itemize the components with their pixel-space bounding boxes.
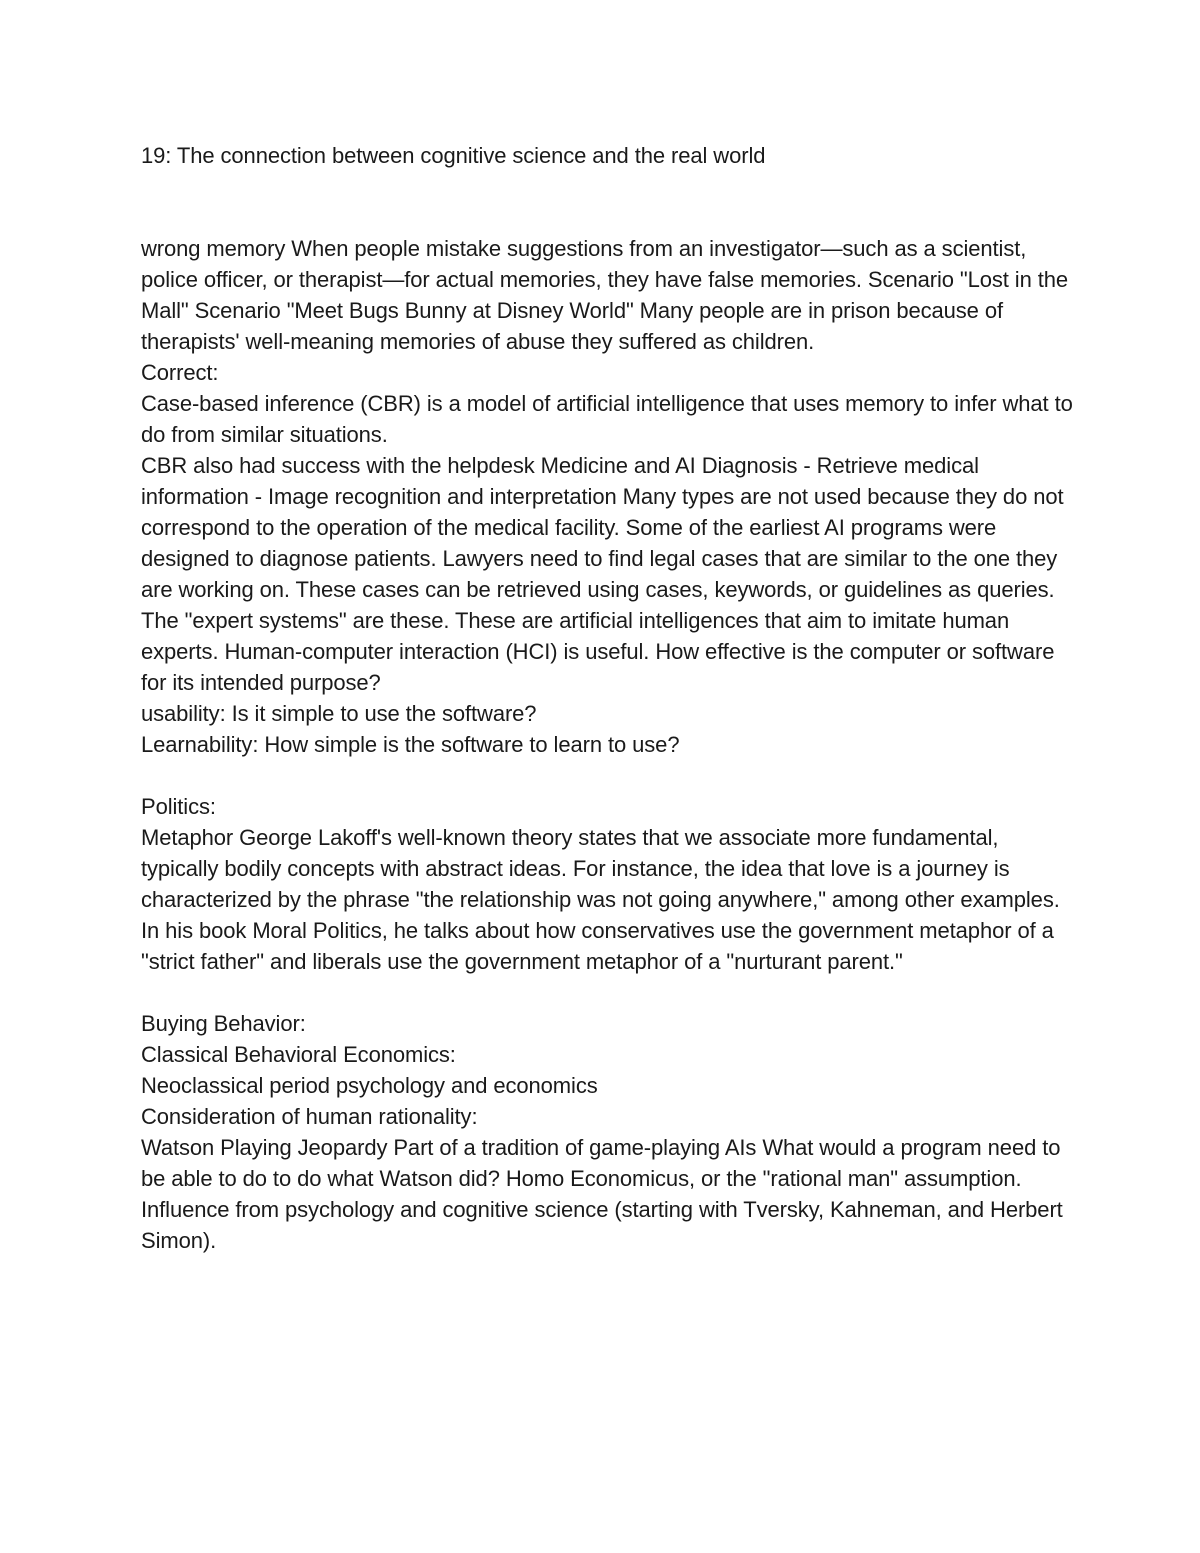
line-classical-behavioral-economics: Classical Behavioral Economics: [141,1042,456,1067]
line-human-rationality: Consideration of human rationality: [141,1104,478,1129]
document-title: 19: The connection between cognitive science and the real world [141,143,766,168]
paragraph-spacer [141,977,1081,1008]
document-body [141,140,1081,1256]
heading-buying-behavior: Buying Behavior: [141,1011,306,1036]
paragraph-spacer [141,760,1081,791]
paragraph-cbr-applications: CBR also had success with the helpdesk Medicine and AI Diagnosis - Retrieve medical information - Image recognition and interpretation Many types are not used because they do not correspond to the operation of the medical facility. Some of the earliest AI programs were designed to diagnose patients. Lawyers need to find legal cases that are similar to the one they are working on. These cases can be retrieved using cases, keywords, or guidelines as queries. The "expert systems" are these. These are artificial intelligences that aim to imitate human experts. Human-computer interaction (HCI) is useful. How effective is the computer or software for its intended purpose? [141,453,1070,695]
section-memory [141,233,1081,760]
paragraph-moral-politics: In his book Moral Politics, he talks about how conservatives use the government metaphor of a "strict father" and liberals use the government metaphor of a "nurturant parent." [141,918,1060,974]
line-neoclassical-period: Neoclassical period psychology and economics [141,1073,598,1098]
paragraph-cbr-definition: Case-based inference (CBR) is a model of artificial intelligence that uses memory to infer what to do from similar situations. [141,391,1079,447]
line-usability: usability: Is it simple to use the software? [141,701,537,726]
heading-politics: Politics: [141,794,216,819]
paragraph-lakoff-metaphor: Metaphor George Lakoff's well-known theory states that we associate more fundamental, typically bodily concepts with abstract ideas. For instance, the idea that love is a journey is characterized by the phrase "the relationship was not going anywhere," among other examples. [141,825,1060,912]
paragraph-wrong-memory: wrong memory When people mistake suggestions from an investigator—such as a scientist, police officer, or therapist—for actual memories, they have false memories. Scenario "Lost in the Mall" Scenario "Meet Bugs Bunny at Disney World" Many people are in prison because of therapists' well-meaning memories of abuse they suffered as children. [141,236,1075,354]
section-buying-behavior [141,1008,1081,1256]
paragraph-watson-jeopardy: Watson Playing Jeopardy Part of a tradition of game-playing AIs What would a program need to be able to do to do what Watson did? Homo Economicus, or the "rational man" assumption. Influence from psychology and cognitive science (starting with Tversky, Kahneman, and Herbert Simon). [141,1135,1069,1253]
section-politics [141,791,1081,977]
heading-correct: Correct: [141,360,219,385]
line-learnability: Learnability: How simple is the software to learn to use? [141,732,680,757]
